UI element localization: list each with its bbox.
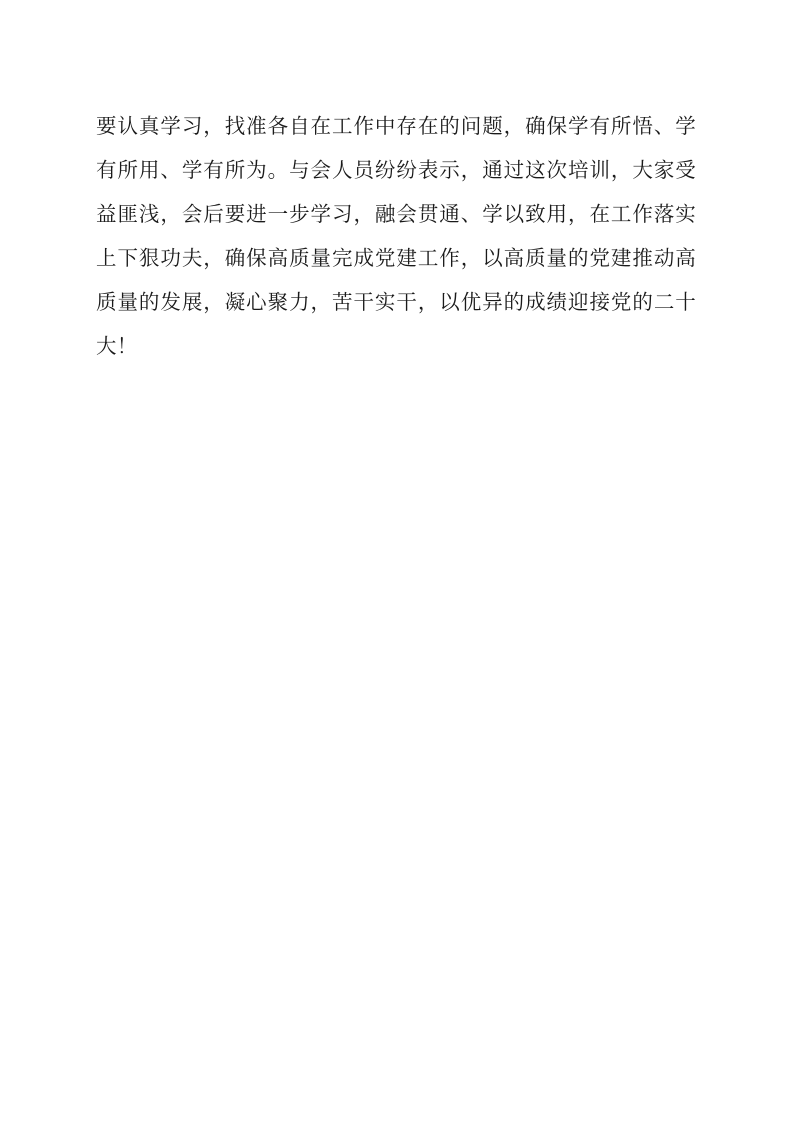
page-body [96,104,696,368]
body-paragraph: 要认真学习，找准各自在工作中存在的问题，确保学有所悟、学有所用、学有所为。与会人员纷纷表示，通过这次培训，大家受益匪浅，会后要进一步学习，融会贯通、学以致用，在工作落实上下狠功夫，确保高质量完成党建工作，以高质量的党建推动高质量的发展，凝心聚力，苦干实干，以优异的成绩迎接党的二十大！ [96,114,696,358]
